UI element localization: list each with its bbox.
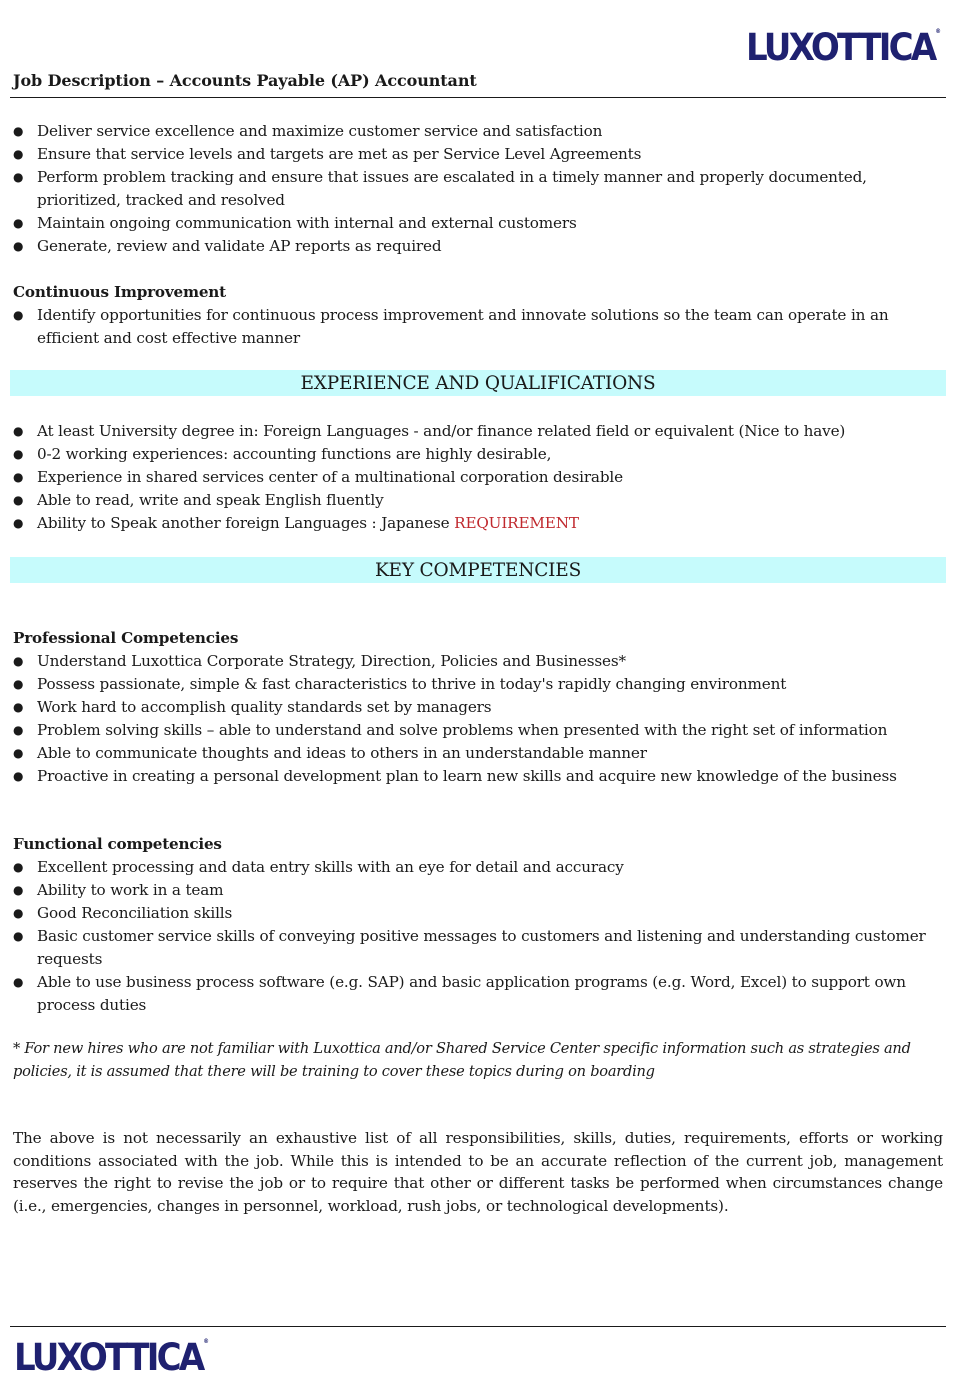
list-item-text: Able to read, write and speak English fluently xyxy=(37,491,384,509)
luxottica-logo-header xyxy=(746,26,941,69)
list-item xyxy=(13,765,948,788)
functional-competencies-heading: Functional competencies xyxy=(13,835,222,853)
list-item xyxy=(13,443,948,466)
list-item-text: Able to communicate thoughts and ideas to others in an understandable manner xyxy=(37,744,647,762)
list-item xyxy=(13,879,948,902)
list-item xyxy=(13,650,948,673)
bullet-icon: ● xyxy=(13,308,24,322)
bullet-icon: ● xyxy=(13,677,24,691)
key-competencies-banner: KEY COMPETENCIES xyxy=(10,557,946,583)
list-item xyxy=(13,925,948,971)
list-item xyxy=(13,120,948,143)
continuous-improvement-heading: Continuous Improvement xyxy=(13,283,226,301)
bullet-icon: ● xyxy=(13,147,24,161)
list-item-text: Possess passionate, simple & fast characteristics to thrive in today's rapidly changing environment xyxy=(37,675,787,693)
experience-list xyxy=(13,420,948,535)
list-item-text: Ensure that service levels and targets are met as per Service Level Agreements xyxy=(37,145,642,163)
luxottica-logo-footer xyxy=(14,1336,209,1379)
bullet-icon: ● xyxy=(13,769,24,783)
bullet-icon: ● xyxy=(13,723,24,737)
bullet-icon: ● xyxy=(13,447,24,461)
list-item xyxy=(13,466,948,489)
list-item-text: Proactive in creating a personal development plan to learn new skills and acquire new knowledge of the business xyxy=(37,767,897,785)
list-item-text: Able to use business process software (e.g. SAP) and basic application programs (e.g. Word, Excel) to support own process duties xyxy=(37,973,906,1014)
list-item xyxy=(13,673,948,696)
list-item-text: Maintain ongoing communication with internal and external customers xyxy=(37,214,577,232)
list-item xyxy=(13,696,948,719)
list-item xyxy=(13,166,948,212)
bullet-icon: ● xyxy=(13,746,24,760)
disclaimer-paragraph: The above is not necessarily an exhaustive list of all responsibilities, skills, duties, requirements, efforts or working conditions associated with the job. While this is intended to be an accurate reflection of the current job, management reserves the right to revise the job or to require that other or different tasks be performed when circumstances change (i.e., emergencies, changes in personnel, workload, rush jobs, or technological developments). xyxy=(13,1129,943,1215)
list-item xyxy=(13,304,948,350)
list-item-text: Generate, review and validate AP reports as required xyxy=(37,237,442,255)
list-item-text: Basic customer service skills of conveying positive messages to customers and listening and understanding customer requests xyxy=(37,927,926,968)
list-item-text: Good Reconciliation skills xyxy=(37,904,233,922)
list-item xyxy=(13,420,948,443)
bullet-icon: ● xyxy=(13,700,24,714)
bullet-icon: ● xyxy=(13,424,24,438)
list-item xyxy=(13,235,948,258)
bullet-icon: ● xyxy=(13,654,24,668)
list-item xyxy=(13,719,948,742)
list-item-text: Work hard to accomplish quality standards set by managers xyxy=(37,698,492,716)
list-item xyxy=(13,512,948,535)
bullet-icon: ● xyxy=(13,170,24,184)
list-item xyxy=(13,212,948,235)
functional-competencies-list xyxy=(13,856,948,1017)
experience-section-banner: EXPERIENCE AND QUALIFICATIONS xyxy=(10,370,946,396)
continuous-improvement-list xyxy=(13,304,948,350)
registered-mark: ® xyxy=(935,28,941,35)
onboarding-footnote: * For new hires who are not familiar with Luxottica and/or Shared Service Center specific information such as strategies and policies, it is assumed that there will be training to cover these topics during on boarding xyxy=(13,1040,911,1080)
list-item-text: Understand Luxottica Corporate Strategy, Direction, Policies and Businesses* xyxy=(37,652,626,670)
bullet-icon: ● xyxy=(13,975,24,989)
professional-competencies-list xyxy=(13,650,948,788)
list-item xyxy=(13,742,948,765)
bullet-icon: ● xyxy=(13,860,24,874)
list-item xyxy=(13,856,948,879)
list-item-text: Excellent processing and data entry skills with an eye for detail and accuracy xyxy=(37,858,624,876)
bullet-icon: ● xyxy=(13,929,24,943)
bullet-icon: ● xyxy=(13,216,24,230)
list-item-text: Perform problem tracking and ensure that issues are escalated in a timely manner and properly documented, prioritized, tracked and resolved xyxy=(37,168,867,209)
bullet-icon: ● xyxy=(13,239,24,253)
list-item xyxy=(13,143,948,166)
list-item xyxy=(13,902,948,925)
bullet-icon: ● xyxy=(13,516,24,530)
bullet-icon: ● xyxy=(13,906,24,920)
logo-text: LUXOTTICA xyxy=(746,26,935,69)
list-item-text: Deliver service excellence and maximize customer service and satisfaction xyxy=(37,122,603,140)
responsibilities-list xyxy=(13,120,948,258)
bullet-icon: ● xyxy=(13,470,24,484)
bullet-icon: ● xyxy=(13,883,24,897)
list-item xyxy=(13,971,948,1017)
bullet-icon: ● xyxy=(13,493,24,507)
bullet-icon: ● xyxy=(13,124,24,138)
professional-competencies-heading: Professional Competencies xyxy=(13,629,239,647)
footer-divider xyxy=(10,1326,946,1327)
list-item-text: Problem solving skills – able to understand and solve problems when presented with the right set of information xyxy=(37,721,888,739)
list-item-text: At least University degree in: Foreign Languages - and/or finance related field or equivalent (Nice to have) xyxy=(37,422,846,440)
list-item-text: Identify opportunities for continuous process improvement and innovate solutions so the team can operate in an efficient and cost effective manner xyxy=(37,306,889,347)
list-item-text: Ability to Speak another foreign Languages : Japanese xyxy=(37,514,455,532)
list-item-text: 0-2 working experiences: accounting functions are highly desirable, xyxy=(37,445,552,463)
requirement-highlight: REQUIREMENT xyxy=(454,514,579,532)
list-item-text: Experience in shared services center of a multinational corporation desirable xyxy=(37,468,623,486)
registered-mark: ® xyxy=(203,1338,209,1345)
header-divider xyxy=(10,97,946,98)
list-item-text: Ability to work in a team xyxy=(37,881,224,899)
logo-text: LUXOTTICA xyxy=(14,1336,203,1379)
document-title: Job Description – Accounts Payable (AP) Accountant xyxy=(13,71,477,90)
list-item xyxy=(13,489,948,512)
